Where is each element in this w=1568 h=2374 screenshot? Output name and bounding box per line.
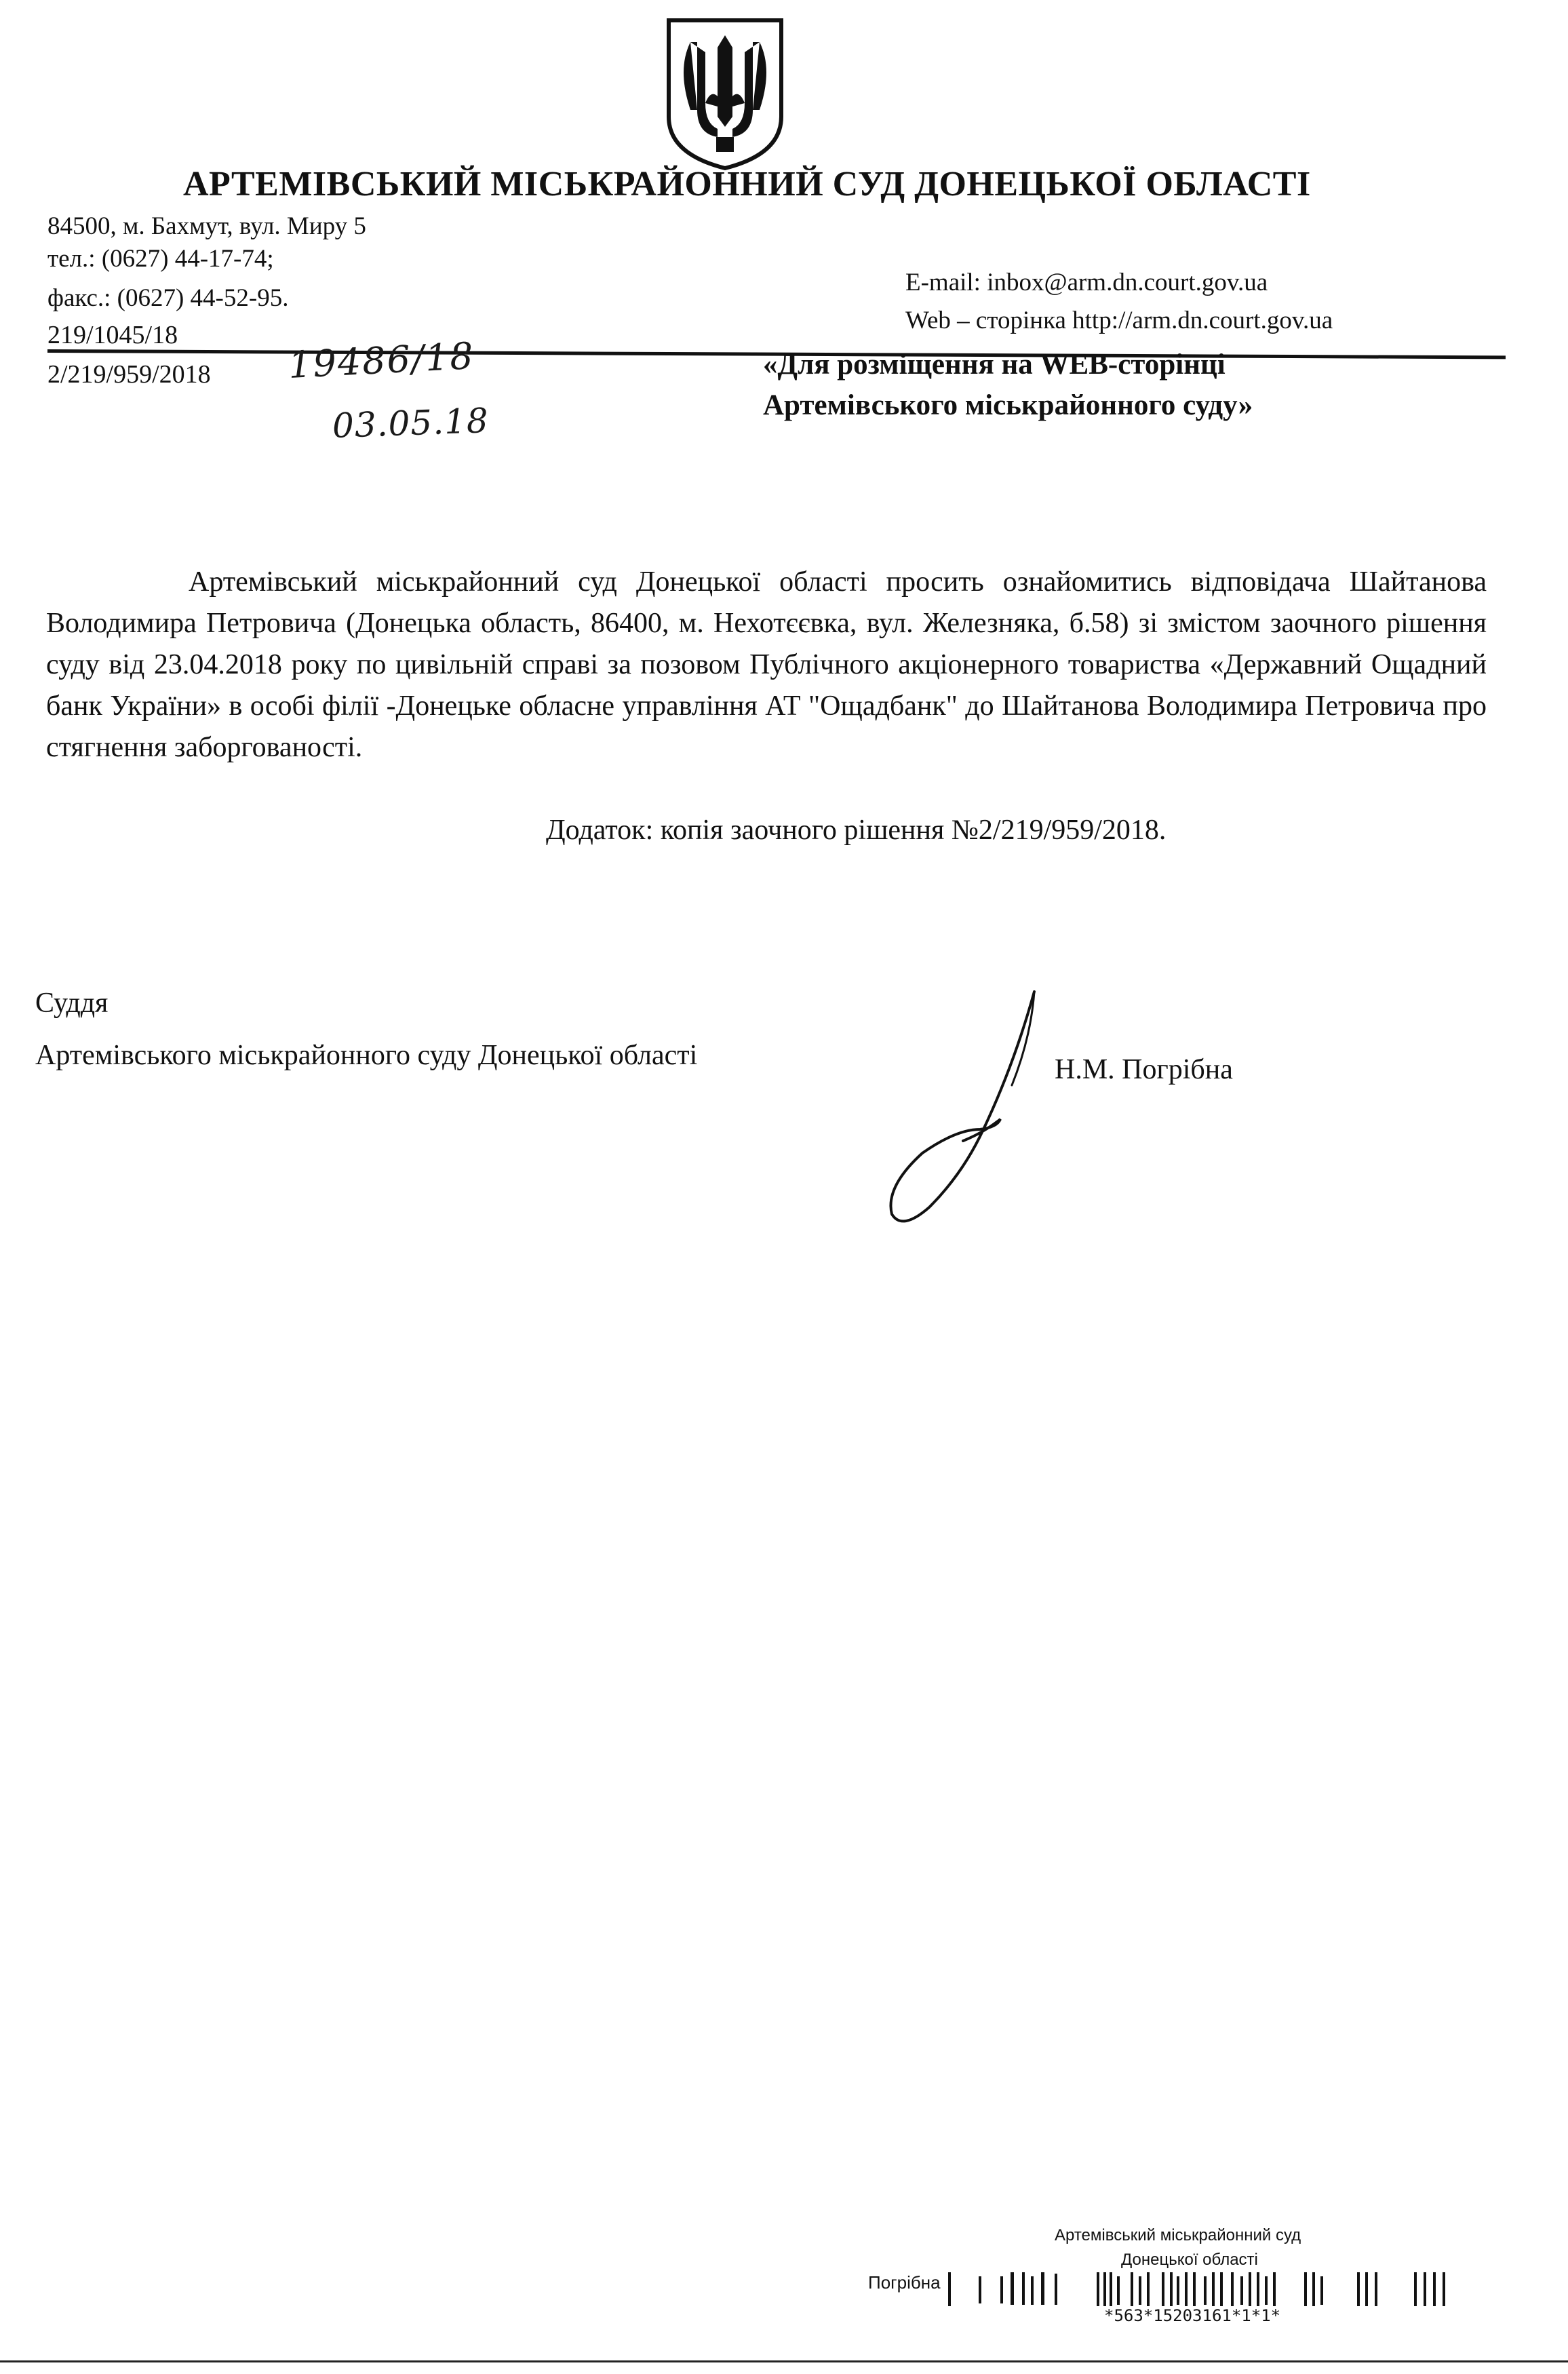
court-address: 84500, м. Бахмут, вул. Миру 5 [47,212,366,240]
placement-note-line-2: Артемівського міськрайонного суду» [763,389,1253,421]
page-bottom-edge [0,2360,1568,2362]
annex-line: Додаток: копія заочного рішення №2/219/959/2018. [546,815,1167,846]
letter-body [46,562,1487,768]
barcode [946,2272,1462,2308]
handwritten-registration-number: 19486/18 [287,334,476,387]
stamp-court-region: Донецької області [1121,2251,1258,2269]
handwritten-signature [861,984,1065,1234]
stamp-court-name: Артемівський міськрайонний суд [1055,2226,1301,2244]
court-name-heading: АРТЕМІВСЬКИЙ МІСЬКРАЙОННИЙ СУД ДОНЕЦЬКОЇ ОБЛАСТІ [183,165,1311,203]
court-phone: тел.: (0627) 44-17-74; [47,245,274,273]
placement-note [763,345,1509,426]
signatory-court: Артемівського міськрайонного суду Донецької області [35,1040,698,1071]
stamp-judge-name: Погрібна [868,2272,941,2293]
placement-note-line-1: «Для розміщення на WEB-сторінці [763,349,1226,381]
court-fax: факс.: (0627) 44-52-95. [47,284,289,312]
court-website: Web – сторінка http://arm.dn.court.gov.ua [905,307,1333,334]
handwritten-registration-date: 03.05.18 [332,400,490,446]
body-paragraph: Артемівський міськрайонний суд Донецької області просить ознайомитись відповідача Шайтанова Володимира Петровича (Донецька область, 86400, м. Нехотєєвка, вул. Железняка, б.58) зі змістом заочного рішення суду від 23.04.2018 року по цивільній справі за позовом Публічного акціонерного товариства «Державний Ощадний банк України» в особі філії -Донецьке обласне управління АТ "Ощадбанк" до Шайтанова Володимира Петровича про стягнення заборгованості. [46,566,1487,763]
registration-number-2: 2/219/959/2018 [47,360,211,389]
trident-coat-of-arms-icon [663,15,787,172]
barcode-number: *563*15203161*1*1* [1104,2306,1281,2325]
signatory-name: Н.М. Погрібна [1055,1054,1233,1085]
signatory-title: Суддя [35,988,109,1019]
registration-number-1: 219/1045/18 [47,321,178,349]
court-email: E-mail: inbox@arm.dn.court.gov.ua [905,269,1268,296]
